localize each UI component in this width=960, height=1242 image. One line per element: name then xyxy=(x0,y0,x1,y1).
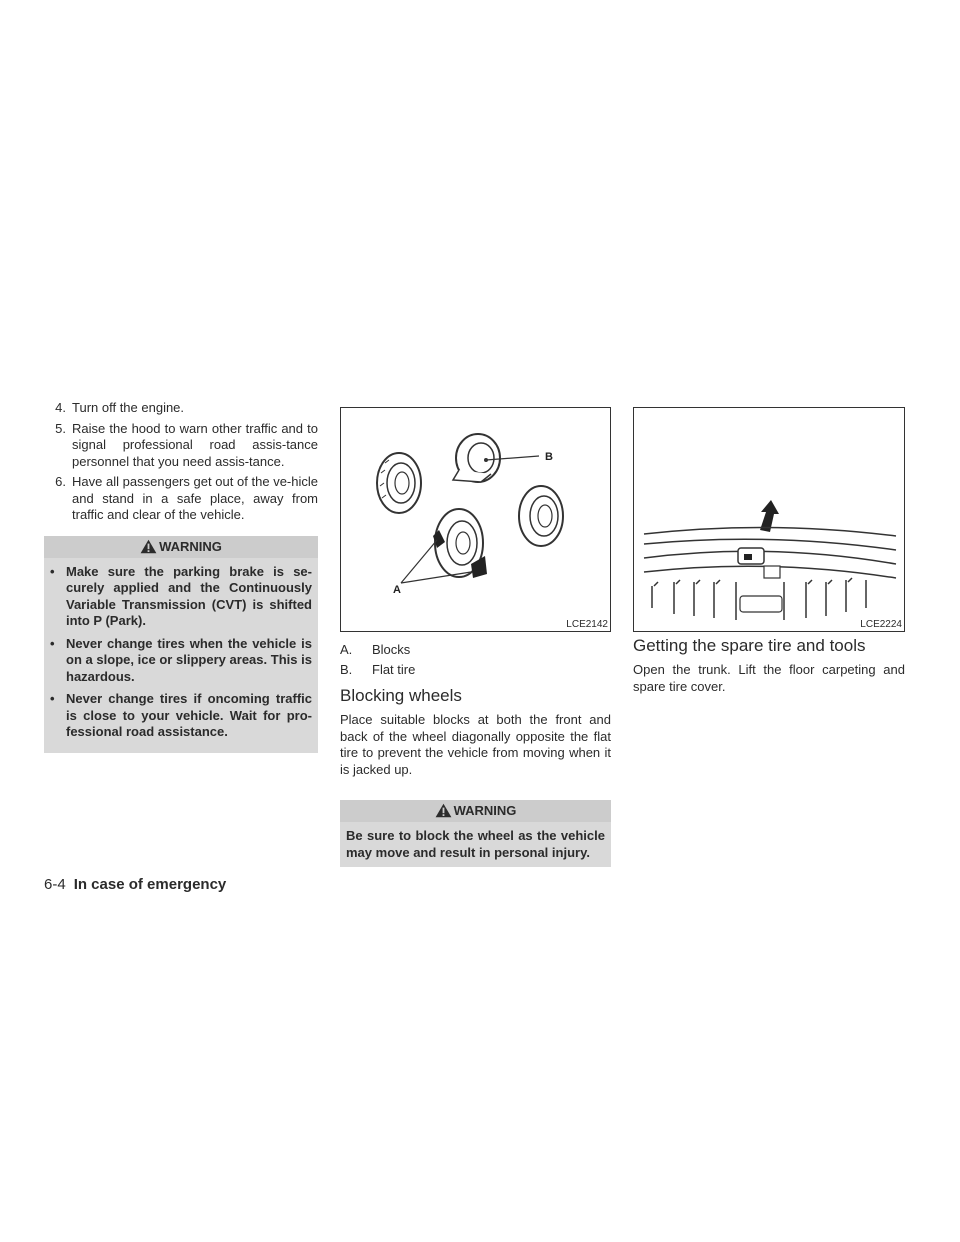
warning-triangle-icon xyxy=(435,803,452,818)
warning-bullet xyxy=(50,564,312,630)
step-number: 5. xyxy=(55,420,66,436)
tire-right xyxy=(519,486,563,546)
middle-column xyxy=(340,400,611,867)
warning-header xyxy=(44,536,318,558)
left-column xyxy=(44,400,318,753)
figure-legend xyxy=(340,642,611,678)
wheel-blocks-illustration xyxy=(341,408,610,631)
step-item xyxy=(44,421,318,471)
chapter-title: In case of emergency xyxy=(73,876,227,893)
step-item xyxy=(44,400,318,417)
callout-label-b: B xyxy=(545,451,553,463)
warning-bullet-text: Make sure the parking brake is se-curely applied and the Continuously Variable Transmission (CVT) is shifted into P (Park). xyxy=(66,563,312,628)
legend-key: A. xyxy=(340,642,353,657)
figure-code: LCE2224 xyxy=(860,619,902,630)
step-text: Raise the hood to warn other traffic and to signal professional road assis-tance personnel that you need assis-tance. xyxy=(72,420,318,469)
step-item xyxy=(44,474,318,524)
callout-label-a: A xyxy=(393,584,401,596)
legend-item xyxy=(340,662,611,679)
warning-text: Be sure to block the wheel as the vehicle may move and result in personal injury. xyxy=(346,828,605,860)
tire-flat xyxy=(453,434,539,482)
warning-triangle-icon xyxy=(140,539,157,554)
warning-title: WARNING xyxy=(159,538,222,554)
trunk-illustration xyxy=(634,408,904,631)
warning-title: WARNING xyxy=(453,803,517,818)
section-heading-spare: Getting the spare tire and tools xyxy=(633,636,866,655)
tire-blocked xyxy=(401,509,487,583)
warning-box-parking xyxy=(44,536,318,753)
legend-item xyxy=(340,642,611,659)
section-heading-blocking: Blocking wheels xyxy=(340,686,462,705)
right-column xyxy=(633,400,905,695)
warning-bullet-text: Never change tires when the vehicle is on a slope, ice or slippery areas. This is hazardous. xyxy=(66,635,312,684)
warning-bullet xyxy=(50,636,312,686)
figure-code: LCE2142 xyxy=(566,619,608,630)
warning-body xyxy=(340,822,611,867)
trunk-figure xyxy=(633,407,905,632)
warning-box-block-wheel xyxy=(340,800,611,867)
blocking-paragraph: Place suitable blocks at both the front and back of the wheel diagonally opposite the flat tire to prevent the vehicle from moving when it is jacked up. xyxy=(340,712,611,777)
wheel-blocks-figure xyxy=(340,407,611,632)
step-number: 6. xyxy=(55,474,66,489)
bullet-dot: • xyxy=(50,635,55,651)
step-text: Have all passengers get out of the ve-hicle and stand in a safe place, away from traffic and clear of the vehicle. xyxy=(72,474,318,522)
bullet-dot: • xyxy=(50,691,55,706)
tire-left xyxy=(377,453,421,513)
step-text: Turn off the engine. xyxy=(72,400,185,415)
spare-paragraph: Open the trunk. Lift the floor carpeting and spare tire cover. xyxy=(633,662,905,694)
step-list xyxy=(44,400,318,524)
warning-header xyxy=(340,800,611,822)
legend-text: Blocks xyxy=(372,642,411,657)
warning-bullet xyxy=(50,691,312,741)
legend-text: Flat tire xyxy=(372,661,416,677)
bullet-dot: • xyxy=(50,563,55,579)
warning-body xyxy=(44,558,318,753)
legend-key: B. xyxy=(340,661,353,677)
page-footer xyxy=(44,876,226,893)
step-number: 4. xyxy=(55,400,66,415)
page-number: 6-4 xyxy=(44,876,66,893)
warning-bullet-text: Never change tires if oncoming traffic is close to your vehicle. Wait for pro-fessional road assistance. xyxy=(66,691,312,739)
